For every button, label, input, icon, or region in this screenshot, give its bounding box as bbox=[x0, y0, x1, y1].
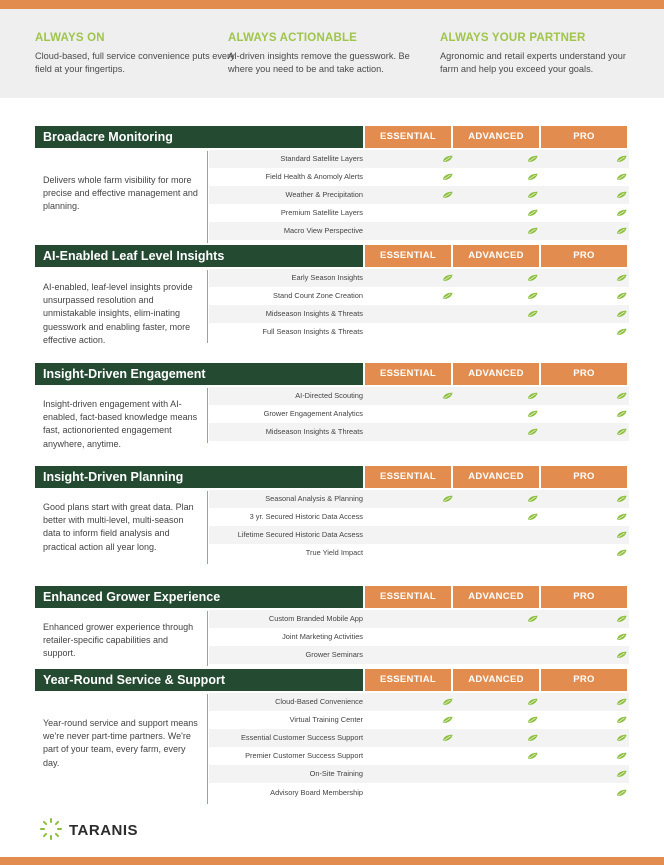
tier-header-advanced: ADVANCED bbox=[453, 586, 539, 608]
feature-name: Midseason Insights & Threats bbox=[265, 427, 363, 437]
feature-name: Seasonal Analysis & Planning bbox=[265, 494, 363, 503]
check-leaf-icon bbox=[616, 274, 627, 282]
tier-header-advanced: ADVANCED bbox=[453, 669, 539, 691]
check-leaf-icon bbox=[527, 191, 538, 199]
check-leaf-icon bbox=[616, 531, 627, 539]
check-leaf-icon bbox=[527, 209, 538, 217]
divider-line bbox=[207, 694, 208, 804]
check-leaf-icon bbox=[616, 513, 627, 521]
section-title: AI-Enabled Leaf Level Insights bbox=[35, 245, 363, 267]
check-leaf-icon bbox=[616, 716, 627, 724]
check-leaf-icon bbox=[527, 716, 538, 724]
check-leaf-icon bbox=[527, 227, 538, 235]
tier-header-essential: ESSENTIAL bbox=[365, 245, 451, 267]
divider-line bbox=[207, 611, 208, 666]
hero-text: AI-driven insights remove the guesswork. Be where you need to be and take action. bbox=[228, 51, 410, 74]
section-description: Good plans start with great data. Plan better with multi-level, multi-season data to inform field analysis and practical action all year long. bbox=[43, 502, 194, 552]
check-leaf-icon bbox=[616, 770, 627, 778]
feature-row bbox=[209, 287, 629, 305]
check-leaf-icon bbox=[527, 310, 538, 318]
check-leaf-icon bbox=[527, 292, 538, 300]
check-leaf-icon bbox=[442, 173, 453, 181]
section-header bbox=[35, 245, 629, 267]
feature-row bbox=[209, 269, 629, 287]
feature-row bbox=[209, 729, 629, 747]
check-leaf-icon bbox=[616, 392, 627, 400]
section-description: Insight-driven engagement with AI-enabled, fact-based knowledge means fast, actionoriented engagement anywhere, anytime. bbox=[43, 399, 198, 449]
check-leaf-icon bbox=[527, 495, 538, 503]
feature-name: Early Season Insights bbox=[291, 273, 363, 282]
tier-header-advanced: ADVANCED bbox=[453, 466, 539, 488]
check-leaf-icon bbox=[616, 209, 627, 217]
divider-line bbox=[207, 270, 208, 343]
check-leaf-icon bbox=[616, 428, 627, 436]
feature-name: Grower Engagement Analytics bbox=[263, 409, 363, 419]
feature-row bbox=[209, 204, 629, 222]
feature-row bbox=[209, 150, 629, 168]
section-title: Broadacre Monitoring bbox=[35, 126, 363, 148]
hero-banner bbox=[0, 9, 664, 98]
check-leaf-icon bbox=[616, 310, 627, 318]
divider-line bbox=[207, 151, 208, 243]
check-leaf-icon bbox=[442, 716, 453, 724]
feature-row bbox=[209, 747, 629, 765]
feature-row bbox=[209, 646, 629, 664]
check-leaf-icon bbox=[616, 155, 627, 163]
section-description: AI-enabled, leaf-level insights provide unsurpassed resolution and unmistakable insights, elim-inating guesswork and enabling faster, more effective action. bbox=[43, 282, 193, 345]
check-leaf-icon bbox=[527, 752, 538, 760]
tier-header-advanced: ADVANCED bbox=[453, 245, 539, 267]
feature-row bbox=[209, 711, 629, 729]
check-leaf-icon bbox=[442, 155, 453, 163]
check-leaf-icon bbox=[616, 173, 627, 181]
feature-name: True Yield Impact bbox=[305, 548, 363, 558]
check-leaf-icon bbox=[616, 734, 627, 742]
tier-header-pro: PRO bbox=[541, 669, 627, 691]
feature-name: Custom Branded Mobile App bbox=[268, 614, 363, 623]
section-description: Year-round service and support means we're never part-time partners. We're part of your team, every farm, every day. bbox=[43, 718, 198, 768]
feature-name: Cloud-Based Convenience bbox=[275, 697, 363, 706]
section-header bbox=[35, 586, 629, 608]
check-leaf-icon bbox=[616, 651, 627, 659]
check-leaf-icon bbox=[527, 274, 538, 282]
tier-header-pro: PRO bbox=[541, 126, 627, 148]
hero-title: ALWAYS YOUR PARTNER bbox=[440, 32, 586, 44]
feature-name: Macro View Perspective bbox=[283, 226, 363, 236]
tier-header-advanced: ADVANCED bbox=[453, 363, 539, 385]
check-leaf-icon bbox=[616, 191, 627, 199]
section-header bbox=[35, 669, 629, 691]
check-leaf-icon bbox=[527, 173, 538, 181]
feature-row bbox=[209, 387, 629, 405]
check-leaf-icon bbox=[442, 495, 453, 503]
feature-row bbox=[209, 305, 629, 323]
section-header bbox=[35, 126, 629, 148]
feature-row bbox=[209, 628, 629, 646]
hero-column-always-on bbox=[35, 32, 235, 75]
section-year-round-service-support bbox=[35, 669, 629, 808]
check-leaf-icon bbox=[527, 392, 538, 400]
hero-title: ALWAYS ACTIONABLE bbox=[228, 32, 358, 44]
check-leaf-icon bbox=[442, 392, 453, 400]
check-leaf-icon bbox=[616, 633, 627, 641]
feature-row bbox=[209, 784, 629, 802]
tier-header-essential: ESSENTIAL bbox=[365, 586, 451, 608]
tier-header-essential: ESSENTIAL bbox=[365, 466, 451, 488]
check-leaf-icon bbox=[527, 410, 538, 418]
feature-name: Full Season Insights & Threats bbox=[262, 327, 363, 337]
taranis-logo-icon bbox=[40, 818, 62, 840]
logo-text: TARANIS bbox=[69, 822, 139, 839]
check-leaf-icon bbox=[442, 191, 453, 199]
feature-row bbox=[209, 610, 629, 628]
check-leaf-icon bbox=[616, 495, 627, 503]
feature-name: Weather & Precipitation bbox=[285, 190, 363, 200]
bottom-accent-bar bbox=[0, 857, 664, 865]
divider-line bbox=[207, 388, 208, 443]
tier-header-pro: PRO bbox=[541, 586, 627, 608]
tier-header-essential: ESSENTIAL bbox=[365, 669, 451, 691]
check-leaf-icon bbox=[527, 698, 538, 706]
tier-header-pro: PRO bbox=[541, 363, 627, 385]
feature-name: Virtual Training Center bbox=[289, 715, 363, 725]
hero-text: Cloud-based, full service convenience puts every field at your fingertips. bbox=[35, 51, 235, 74]
section-insight-driven-engagement bbox=[35, 363, 629, 447]
tier-header-advanced: ADVANCED bbox=[453, 126, 539, 148]
top-accent-bar bbox=[0, 0, 664, 9]
feature-row bbox=[209, 693, 629, 711]
check-leaf-icon bbox=[616, 615, 627, 623]
feature-row bbox=[209, 168, 629, 186]
feature-row bbox=[209, 508, 629, 526]
feature-row bbox=[209, 186, 629, 204]
section-header bbox=[35, 363, 629, 385]
feature-row bbox=[209, 222, 629, 240]
feature-name: Grower Seminars bbox=[305, 650, 363, 660]
check-leaf-icon bbox=[616, 789, 627, 797]
check-leaf-icon bbox=[616, 549, 627, 557]
feature-name: Lifetime Secured Historic Data Acsess bbox=[237, 530, 363, 540]
tier-header-essential: ESSENTIAL bbox=[365, 363, 451, 385]
check-leaf-icon bbox=[616, 227, 627, 235]
feature-name: Standard Satellite Layers bbox=[280, 154, 363, 163]
section-header bbox=[35, 466, 629, 488]
section-insight-driven-planning bbox=[35, 466, 629, 568]
feature-name: Essential Customer Success Support bbox=[241, 733, 363, 743]
check-leaf-icon bbox=[442, 292, 453, 300]
hero-title: ALWAYS ON bbox=[35, 32, 105, 44]
feature-row bbox=[209, 405, 629, 423]
check-leaf-icon bbox=[527, 428, 538, 436]
hero-column-always-actionable bbox=[228, 32, 423, 75]
feature-name: Premium Satellite Layers bbox=[280, 208, 363, 218]
hero-text: Agronomic and retail experts understand your farm and help you exceed your goals. bbox=[440, 51, 626, 74]
check-leaf-icon bbox=[442, 698, 453, 706]
check-leaf-icon bbox=[616, 292, 627, 300]
section-ai-enabled-leaf-level-insights bbox=[35, 245, 629, 347]
check-leaf-icon bbox=[616, 328, 627, 336]
check-leaf-icon bbox=[442, 734, 453, 742]
check-leaf-icon bbox=[616, 752, 627, 760]
hero-column-always-your-partner bbox=[440, 32, 635, 75]
section-broadacre-monitoring bbox=[35, 126, 629, 247]
section-title: Year-Round Service & Support bbox=[35, 669, 363, 691]
feature-name: On-Site Training bbox=[309, 769, 363, 779]
feature-name: Joint Marketing Activities bbox=[282, 632, 363, 642]
check-leaf-icon bbox=[527, 734, 538, 742]
check-leaf-icon bbox=[442, 274, 453, 282]
tier-header-essential: ESSENTIAL bbox=[365, 126, 451, 148]
check-leaf-icon bbox=[616, 698, 627, 706]
divider-line bbox=[207, 491, 208, 564]
tier-header-pro: PRO bbox=[541, 245, 627, 267]
section-enhanced-grower-experience bbox=[35, 586, 629, 670]
section-title: Insight-Driven Engagement bbox=[35, 363, 363, 385]
feature-row bbox=[209, 526, 629, 544]
feature-name: 3 yr. Secured Historic Data Access bbox=[249, 512, 363, 522]
check-leaf-icon bbox=[527, 615, 538, 623]
feature-name: Advisory Board Membership bbox=[270, 787, 363, 797]
section-description: Delivers whole farm visibility for more precise and effective management and planning. bbox=[43, 175, 198, 212]
feature-name: Stand Count Zone Creation bbox=[273, 291, 363, 301]
feature-name: Midseason Insights & Threats bbox=[265, 309, 363, 319]
feature-row bbox=[209, 423, 629, 441]
check-leaf-icon bbox=[527, 155, 538, 163]
tier-header-pro: PRO bbox=[541, 466, 627, 488]
feature-row bbox=[209, 490, 629, 508]
section-title: Insight-Driven Planning bbox=[35, 466, 363, 488]
feature-row bbox=[209, 765, 629, 783]
feature-row bbox=[209, 323, 629, 341]
feature-row bbox=[209, 544, 629, 562]
check-leaf-icon bbox=[527, 513, 538, 521]
feature-name: AI-Directed Scouting bbox=[295, 391, 363, 400]
feature-name: Field Health & Anomoly Alerts bbox=[265, 172, 363, 182]
section-description: Enhanced grower experience through retailer-specific capabilities and support. bbox=[43, 622, 194, 659]
check-leaf-icon bbox=[616, 410, 627, 418]
section-title: Enhanced Grower Experience bbox=[35, 586, 363, 608]
feature-name: Premier Customer Success Support bbox=[245, 751, 363, 761]
